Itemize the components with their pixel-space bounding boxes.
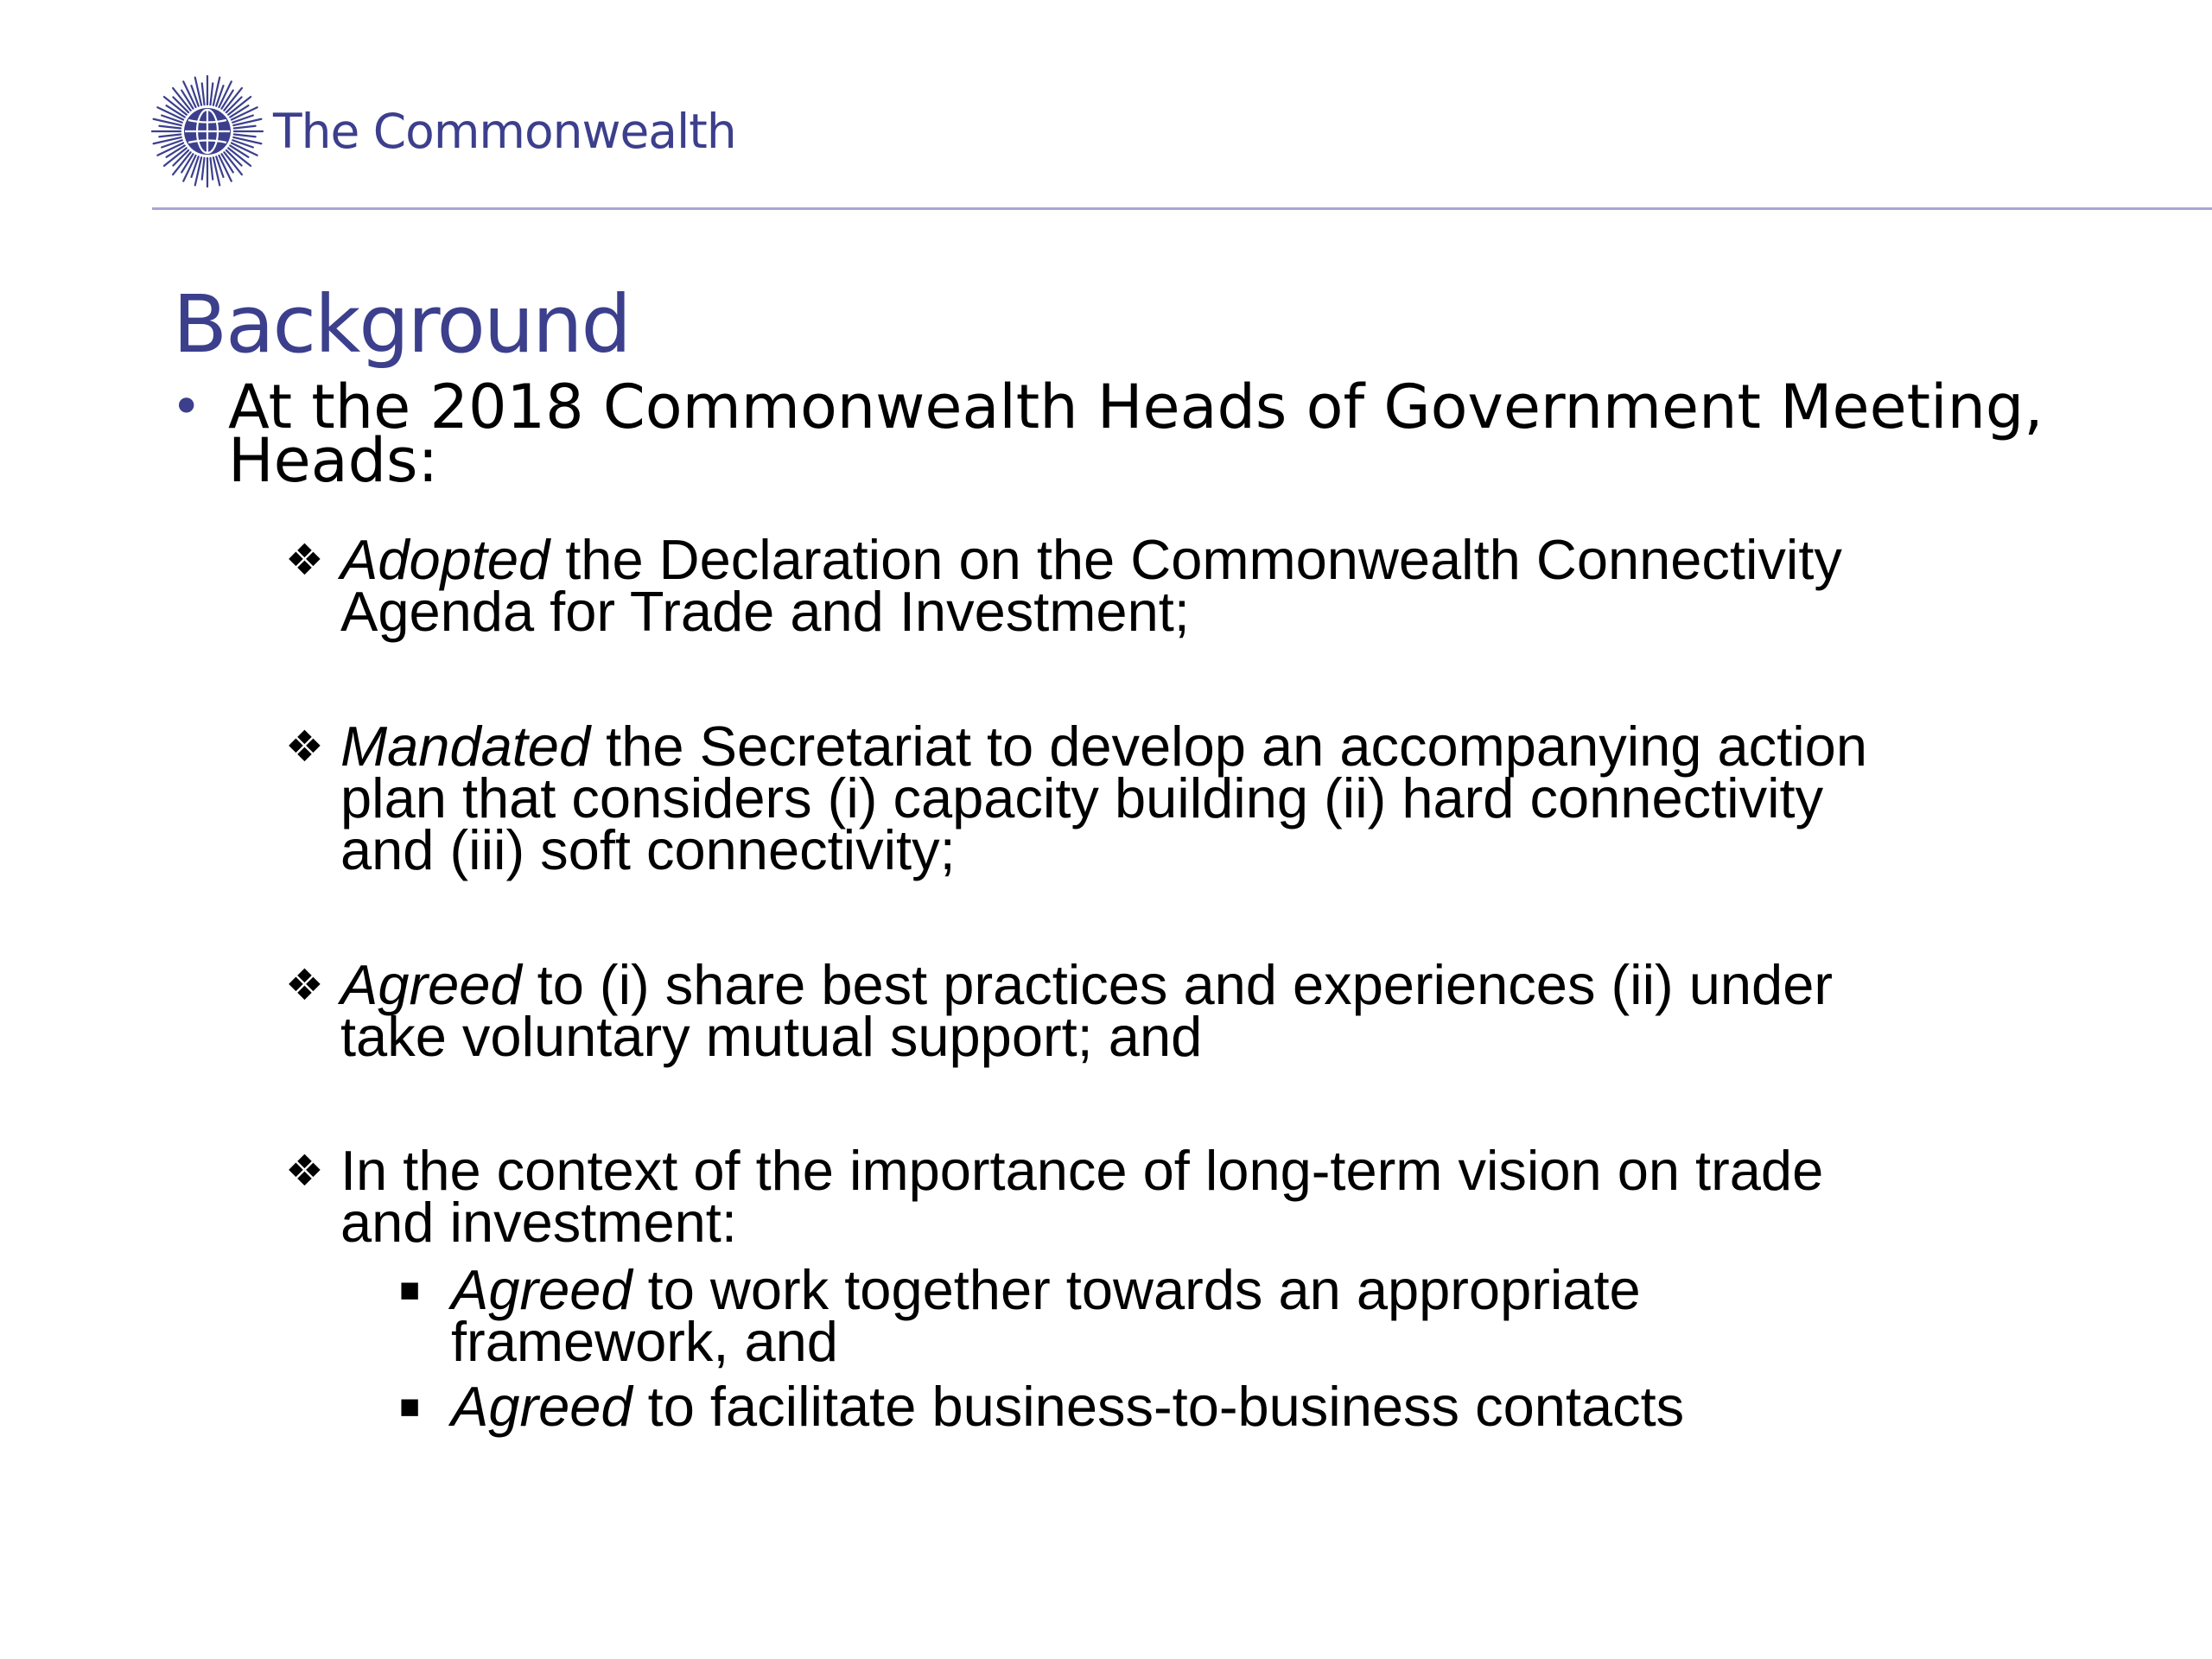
square-bullet-icon: ■ (399, 1388, 421, 1426)
point-text (340, 715, 1867, 881)
emblem-ray (159, 126, 181, 129)
emblem-ray (159, 134, 181, 137)
point-text (340, 528, 1842, 643)
point-line: the Declaration on the Commonwealth Connectivity (550, 528, 1842, 591)
commonwealth-globe-icon (149, 73, 266, 190)
emblem-ray (234, 134, 256, 137)
subpoint-line: to facilitate business-to-business contacts (632, 1375, 1685, 1438)
emblem-ray (210, 158, 213, 180)
point-line: and (iii) soft connectivity; (340, 818, 956, 881)
point-text (340, 1139, 1824, 1254)
bullet-dot-icon: • (171, 377, 202, 437)
subpoint-framework (399, 1258, 2084, 1373)
emblem-ray (210, 83, 213, 105)
subpoint-verb: Agreed (451, 1258, 632, 1321)
logo-wordmark: The Commonwealth (273, 104, 736, 159)
diamond-bullet-icon: ❖ (285, 960, 324, 1010)
point-text (340, 953, 1833, 1068)
emblem-ray (202, 83, 205, 105)
header-divider (152, 207, 2212, 210)
diamond-bullet-icon: ❖ (285, 721, 324, 772)
point-verb: Mandated (340, 715, 591, 778)
point-verb: Agreed (340, 953, 522, 1016)
emblem-ray (234, 126, 256, 129)
diamond-bullet-icon: ❖ (285, 1146, 324, 1196)
point-line: the Secretariat to develop an accompanying action (590, 715, 1867, 778)
point-line: to (i) share best practices and experiences (ii) under (521, 953, 1833, 1016)
subpoint-line: framework, and (451, 1310, 838, 1373)
lead-line: Heads: (228, 425, 439, 496)
slide-title: Background (173, 278, 630, 371)
subpoint-text (451, 1258, 1641, 1373)
point-verb: Adopted (340, 528, 550, 591)
point-line: Agenda for Trade and Investment; (340, 580, 1190, 643)
subpoint-b2b (399, 1375, 2084, 1438)
point-line: take voluntary mutual support; and (340, 1005, 1203, 1068)
point-line: In the context of the importance of long-term vision on trade (340, 1139, 1824, 1202)
point-line: plan that considers (i) capacity building (ii) hard connectivity (340, 766, 1824, 830)
lead-text (228, 372, 2044, 496)
square-bullet-icon: ■ (399, 1271, 421, 1309)
lead-line: At the 2018 Commonwealth Heads of Government Meeting, (228, 372, 2044, 442)
commonwealth-logo (149, 71, 736, 192)
emblem-ray (202, 158, 205, 180)
diamond-bullet-icon: ❖ (285, 535, 324, 585)
subpoint-verb: Agreed (451, 1375, 632, 1438)
subpoint-text (451, 1375, 1685, 1438)
point-line: and investment: (340, 1191, 737, 1254)
point-mandated (285, 715, 2082, 881)
lead-bullet (171, 372, 2098, 496)
point-agreed (285, 953, 2082, 1068)
subpoint-line: to work together towards an appropriate (632, 1258, 1641, 1321)
point-context (285, 1139, 2082, 1254)
point-adopted (285, 528, 2082, 643)
